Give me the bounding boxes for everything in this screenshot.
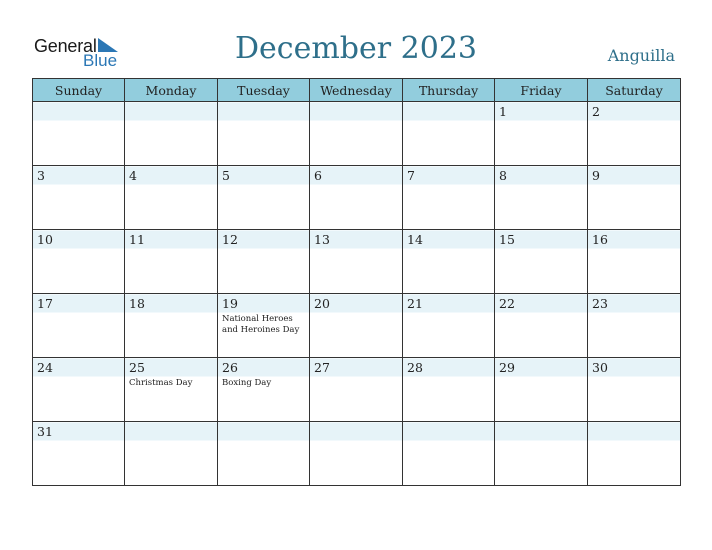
day-number: 23 — [592, 296, 608, 311]
calendar-body — [33, 102, 681, 486]
day-cell — [125, 294, 218, 358]
day-cell — [310, 102, 403, 166]
day-number: 31 — [37, 424, 53, 439]
day-number — [218, 102, 309, 120]
weekday-header-row — [33, 79, 681, 102]
day-cell — [403, 422, 495, 486]
day-cell — [218, 358, 310, 422]
country-label: Anguilla — [607, 46, 675, 65]
day-cell — [33, 230, 125, 294]
day-cell — [588, 230, 681, 294]
week-row — [33, 102, 681, 166]
day-cell — [218, 230, 310, 294]
day-cell — [125, 422, 218, 486]
day-number: 5 — [222, 168, 230, 183]
day-cell — [403, 294, 495, 358]
day-number — [125, 422, 217, 440]
weekday-monday: Monday — [125, 79, 218, 102]
day-number: 18 — [129, 296, 145, 311]
day-number: 17 — [37, 296, 53, 311]
holiday-label: National Heroes and Heroines Day — [222, 314, 300, 335]
day-cell — [310, 422, 403, 486]
day-number — [310, 422, 402, 440]
holiday-label: Christmas Day — [129, 378, 193, 388]
weekday-thursday: Thursday — [403, 79, 495, 102]
day-number — [218, 422, 309, 440]
week-row — [33, 358, 681, 422]
day-number: 20 — [314, 296, 330, 311]
day-number: 1 — [499, 104, 507, 119]
day-cell — [310, 358, 403, 422]
day-number: 14 — [407, 232, 423, 247]
weekday-friday: Friday — [495, 79, 588, 102]
day-cell — [310, 166, 403, 230]
day-cell — [125, 166, 218, 230]
day-number — [588, 422, 680, 440]
weekday-wednesday: Wednesday — [310, 79, 403, 102]
day-cell — [495, 230, 588, 294]
day-number — [125, 102, 217, 120]
day-number: 22 — [499, 296, 515, 311]
weekday-tuesday: Tuesday — [218, 79, 310, 102]
day-number: 11 — [129, 232, 145, 247]
day-cell — [310, 294, 403, 358]
day-cell — [588, 102, 681, 166]
day-number: 8 — [499, 168, 507, 183]
day-number: 19 — [222, 296, 238, 311]
day-number: 9 — [592, 168, 600, 183]
day-cell — [33, 102, 125, 166]
day-number: 3 — [37, 168, 45, 183]
day-cell — [403, 102, 495, 166]
holiday-label: Boxing Day — [222, 378, 272, 388]
day-cell — [218, 422, 310, 486]
weekday-sunday: Sunday — [33, 79, 125, 102]
day-cell — [495, 294, 588, 358]
day-number: 27 — [314, 360, 330, 375]
day-number — [403, 422, 494, 440]
day-cell — [33, 422, 125, 486]
day-cell — [403, 358, 495, 422]
week-row — [33, 422, 681, 486]
day-cell — [403, 230, 495, 294]
day-cell — [403, 166, 495, 230]
day-cell — [33, 358, 125, 422]
week-row — [33, 166, 681, 230]
day-number — [403, 102, 494, 120]
day-number: 6 — [314, 168, 322, 183]
day-cell — [495, 102, 588, 166]
page-title: December 2023 — [235, 31, 477, 66]
day-number: 7 — [407, 168, 415, 183]
day-number: 28 — [407, 360, 423, 375]
day-number — [495, 422, 587, 440]
day-cell — [588, 166, 681, 230]
logo-text-blue: Blue — [83, 51, 118, 70]
day-number: 21 — [407, 296, 423, 311]
day-number: 30 — [592, 360, 608, 375]
logo-text-general: General — [34, 36, 97, 56]
calendar-grid — [32, 78, 681, 486]
day-cell — [495, 358, 588, 422]
day-cell — [588, 422, 681, 486]
day-number: 4 — [129, 168, 137, 183]
day-cell — [33, 166, 125, 230]
day-number: 12 — [222, 232, 238, 247]
day-cell — [495, 166, 588, 230]
day-cell — [310, 230, 403, 294]
day-cell — [588, 358, 681, 422]
week-row — [33, 230, 681, 294]
day-cell — [218, 294, 310, 358]
weekday-saturday: Saturday — [588, 79, 681, 102]
day-cell — [125, 102, 218, 166]
day-number: 2 — [592, 104, 600, 119]
day-number: 16 — [592, 232, 608, 247]
day-number: 26 — [222, 360, 238, 375]
day-number: 13 — [314, 232, 330, 247]
day-number: 29 — [499, 360, 515, 375]
day-number — [310, 102, 402, 120]
day-number — [33, 102, 124, 120]
day-cell — [495, 422, 588, 486]
day-cell — [218, 166, 310, 230]
day-cell — [218, 102, 310, 166]
day-cell — [125, 230, 218, 294]
day-number: 15 — [499, 232, 515, 247]
day-number: 24 — [37, 360, 53, 375]
day-number: 10 — [37, 232, 53, 247]
day-cell — [33, 294, 125, 358]
day-number: 25 — [129, 360, 145, 375]
day-cell — [588, 294, 681, 358]
week-row — [33, 294, 681, 358]
day-cell — [125, 358, 218, 422]
